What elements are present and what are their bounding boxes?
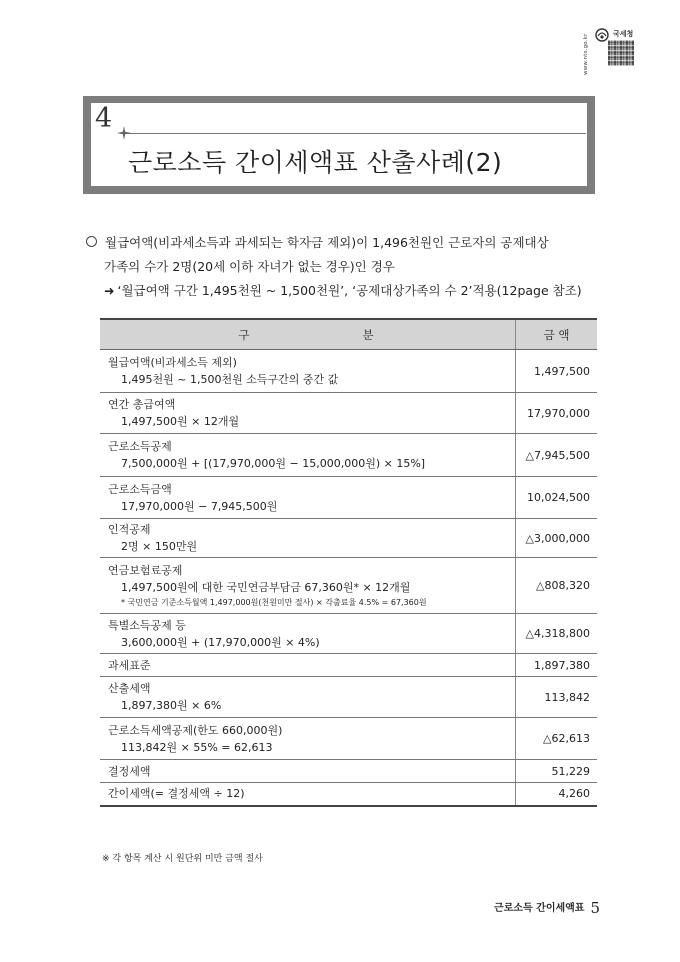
row-label: 간이세액(= 결정세액 ÷ 12) <box>108 787 245 801</box>
qr-code-icon <box>608 40 634 66</box>
chapter-divider <box>123 133 586 134</box>
row-amount: △808,320 <box>516 558 598 614</box>
table-row <box>100 477 597 519</box>
logo-url-text: www.nts.go.kr <box>583 33 589 75</box>
row-detail: 1,495천원 ~ 1,500천원 소득구간의 중간 값 <box>121 373 339 386</box>
row-description <box>100 718 516 760</box>
row-amount: △3,000,000 <box>516 519 598 558</box>
nts-logo <box>583 28 653 78</box>
row-detail: 1,497,500원에 대한 국민연금부담금 67,360원* × 12개월 <box>121 580 411 594</box>
row-description <box>100 760 516 783</box>
row-amount: 17,970,000 <box>516 393 598 434</box>
row-description <box>100 783 516 806</box>
intro-line-2: 가족의 수가 2명(20세 이하 자녀가 없는 경우)인 경우 <box>104 259 395 274</box>
intro-paragraph <box>86 231 606 303</box>
row-label: 과세표준 <box>108 658 151 672</box>
table-row <box>100 434 597 477</box>
row-detail: 3,600,000원 + (17,970,000원 × 4%) <box>121 635 320 649</box>
row-description <box>100 558 516 614</box>
row-label: 특별소득공제 등 <box>108 618 186 632</box>
row-label: 산출세액 <box>108 682 151 695</box>
row-label: 근로소득세액공제(한도 660,000원) <box>108 723 283 737</box>
circle-bullet-icon <box>86 236 97 247</box>
row-label: 인적공제 <box>108 523 151 536</box>
chapter-title: 근로소득 간이세액표 산출사례(2) <box>128 148 503 177</box>
row-amount: △7,945,500 <box>516 434 598 477</box>
row-amount: 10,024,500 <box>516 477 598 519</box>
row-label: 연간 총급여액 <box>108 398 176 411</box>
row-description <box>100 614 516 654</box>
header-category: 구 분 <box>100 319 516 350</box>
arrow-icon: ➜ <box>104 283 115 298</box>
row-detail: 17,970,000원 − 7,945,500원 <box>121 499 278 513</box>
table-row <box>100 783 597 806</box>
table-row <box>100 677 597 718</box>
row-description <box>100 393 516 434</box>
table-row <box>100 350 597 393</box>
row-label: 월급여액(비과세소득 제외) <box>108 356 237 369</box>
table-row <box>100 614 597 654</box>
row-description <box>100 519 516 558</box>
row-description <box>100 434 516 477</box>
row-description <box>100 654 516 677</box>
table-row <box>100 760 597 783</box>
row-detail: 7,500,000원 + [(17,970,000원 − 15,000,000원) × 15%] <box>121 457 426 470</box>
row-amount: 1,497,500 <box>516 350 598 393</box>
chapter-number: 4 <box>95 103 113 134</box>
page-footer <box>494 898 600 917</box>
row-description <box>100 477 516 519</box>
intro-line-1: 월급여액(비과세소득과 과세되는 학자금 제외)이 1,496천원인 근로자의 공제대상 <box>86 231 606 255</box>
row-description <box>100 350 516 393</box>
table-row <box>100 654 597 677</box>
table-row <box>100 558 597 614</box>
row-amount: 1,897,380 <box>516 654 598 677</box>
header-amount: 금 액 <box>516 319 598 350</box>
table-row <box>100 393 597 434</box>
row-amount: 113,842 <box>516 677 598 718</box>
intro-line-3: ➜ ‘월급여액 구간 1,495천원 ~ 1,500천원’, ‘공제대상가족의 수 2’적용(12page 참조) <box>104 283 582 298</box>
logo-name: 국세청 <box>613 30 634 38</box>
nts-emblem-icon <box>595 28 609 42</box>
sparkle-icon <box>117 126 131 140</box>
row-label: 결정세액 <box>108 764 151 778</box>
table-header-row <box>100 319 597 350</box>
row-label: 근로소득금액 <box>108 482 172 496</box>
table-row <box>100 519 597 558</box>
row-description <box>100 677 516 718</box>
row-detail: 2명 × 150만원 <box>121 540 198 553</box>
row-amount: 4,260 <box>516 783 598 806</box>
calculation-table <box>100 318 597 807</box>
row-detail: 1,897,380원 × 6% <box>121 699 222 712</box>
row-detail: 1,497,500원 × 12개월 <box>121 415 240 428</box>
row-note: * 국민연금 기준소득월액 1,497,000원(천원미만 절사) × 각출료율 4.5% = 67,360원 <box>121 597 427 607</box>
row-amount: △62,613 <box>516 718 598 760</box>
row-detail: 113,842원 × 55% = 62,613 <box>121 740 273 754</box>
page-number: 5 <box>590 899 600 917</box>
row-amount: 51,229 <box>516 760 598 783</box>
table-row <box>100 718 597 760</box>
table-footnote: ※ 각 항목 계산 시 원단위 미만 금액 절사 <box>102 854 263 864</box>
row-label: 근로소득공제 <box>108 440 172 453</box>
row-amount: △4,318,800 <box>516 614 598 654</box>
footer-title: 근로소득 간이세액표 <box>494 903 585 914</box>
row-label: 연금보험료공제 <box>108 563 183 577</box>
